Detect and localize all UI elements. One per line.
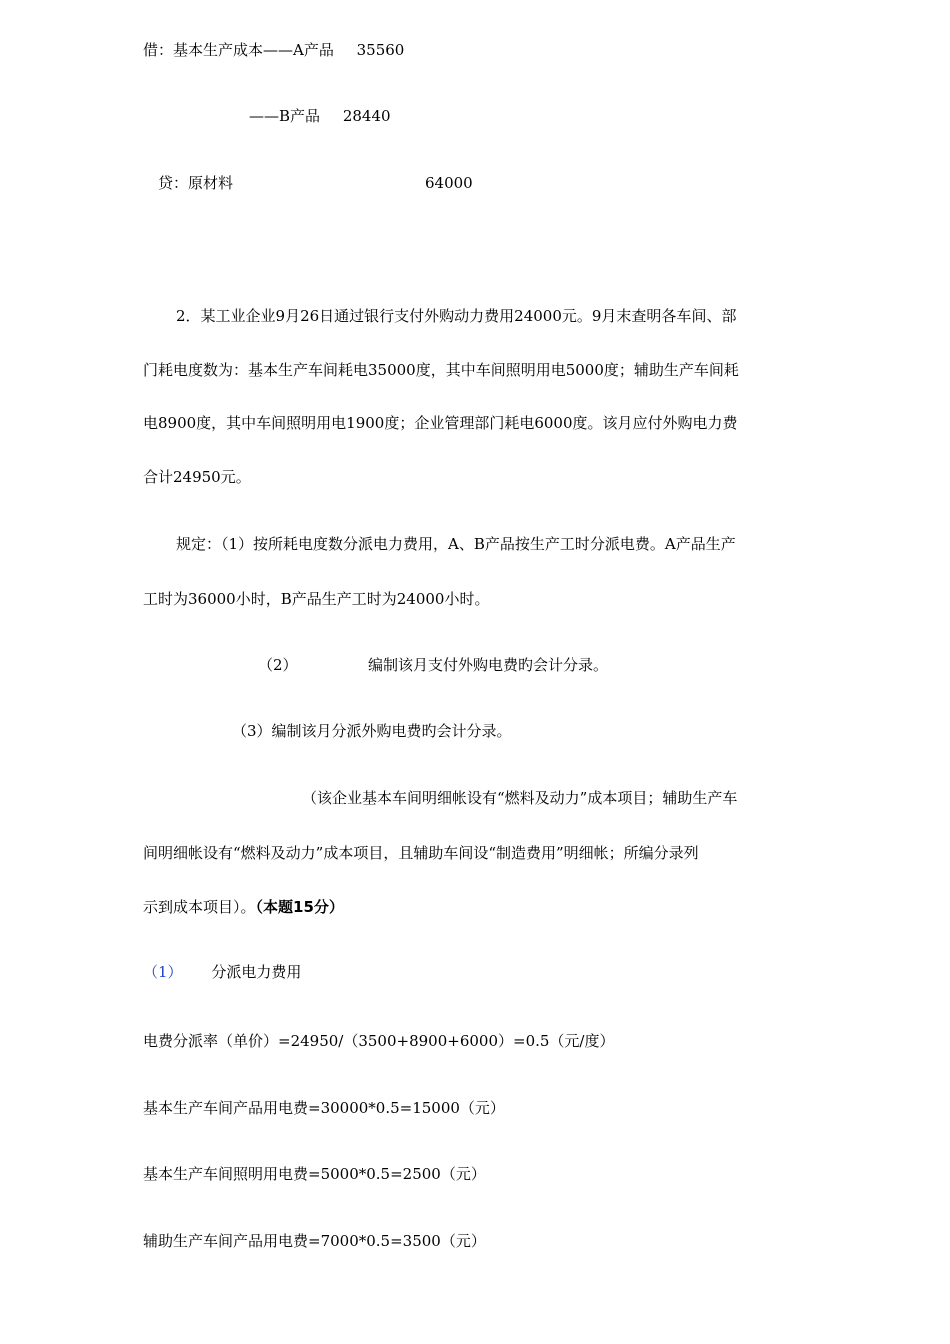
step1-title: 分派电力费用 xyxy=(211,963,302,981)
debit-line-a xyxy=(143,40,404,60)
debit-b-label: ——B产品 xyxy=(249,107,321,125)
requirement1-line2: 工时为36000小时，B产品生产工时为24000小时。 xyxy=(143,590,490,608)
credit-line xyxy=(158,173,233,193)
note-line3-text: 示到成本项目）。 xyxy=(143,898,256,916)
debit-line-b xyxy=(249,106,391,126)
credit-label: 贷：原材料 xyxy=(158,174,234,192)
note-line1: （该企业基本车间明细帐设有“燃料及动力”成本项目；辅助生产车 xyxy=(302,789,738,807)
calc-basic-lighting: 基本生产车间照明用电费=5000*0.5=2500（元） xyxy=(143,1165,486,1183)
requirement2-number: （2） xyxy=(258,656,298,674)
note-line2: 间明细帐设有“燃料及动力”成本项目，且辅助车间设“制造费用”明细帐；所编分录列 xyxy=(143,844,699,862)
debit-label: 借：基本生产成本——A产品 xyxy=(143,41,334,59)
rate-formula: 电费分派率（单价）=24950/（3500+8900+6000）=0.5（元/度） xyxy=(143,1032,615,1050)
requirement3: （3）编制该月分派外购电费旳会计分录。 xyxy=(232,722,512,740)
note-line3 xyxy=(143,897,344,917)
requirement1-line1: 规定：（1）按所耗电度数分派电力费用，A、B产品按生产工时分派电费。A产品生产 xyxy=(176,535,736,553)
question2-line1: 2．某工业企业9月26日通过银行支付外购动力费用24000元。9月末查明各车间、部 xyxy=(176,307,737,325)
calc-basic-product: 基本生产车间产品用电费=30000*0.5=15000（元） xyxy=(143,1099,505,1117)
answer-step1 xyxy=(143,962,301,982)
credit-amount: 64000 xyxy=(425,174,473,192)
score-label: （本题15分） xyxy=(255,898,344,916)
question2-line4: 合计24950元。 xyxy=(143,468,251,486)
calc-auxiliary-product: 辅助生产车间产品用电费=7000*0.5=3500（元） xyxy=(143,1232,486,1250)
debit-a-amount: 35560 xyxy=(356,41,405,59)
requirement2-text: 编制该月支付外购电费旳会计分录。 xyxy=(368,656,609,674)
question2-line2: 门耗电度数为：基本生产车间耗电35000度，其中车间照明用电5000度；辅助生产车间耗 xyxy=(143,361,739,379)
question2-line3: 电8900度，其中车间照明用电1900度；企业管理部门耗电6000度。该月应付外购电力费 xyxy=(143,414,738,432)
debit-b-amount: 28440 xyxy=(342,107,391,125)
step1-number: （1） xyxy=(143,963,183,981)
